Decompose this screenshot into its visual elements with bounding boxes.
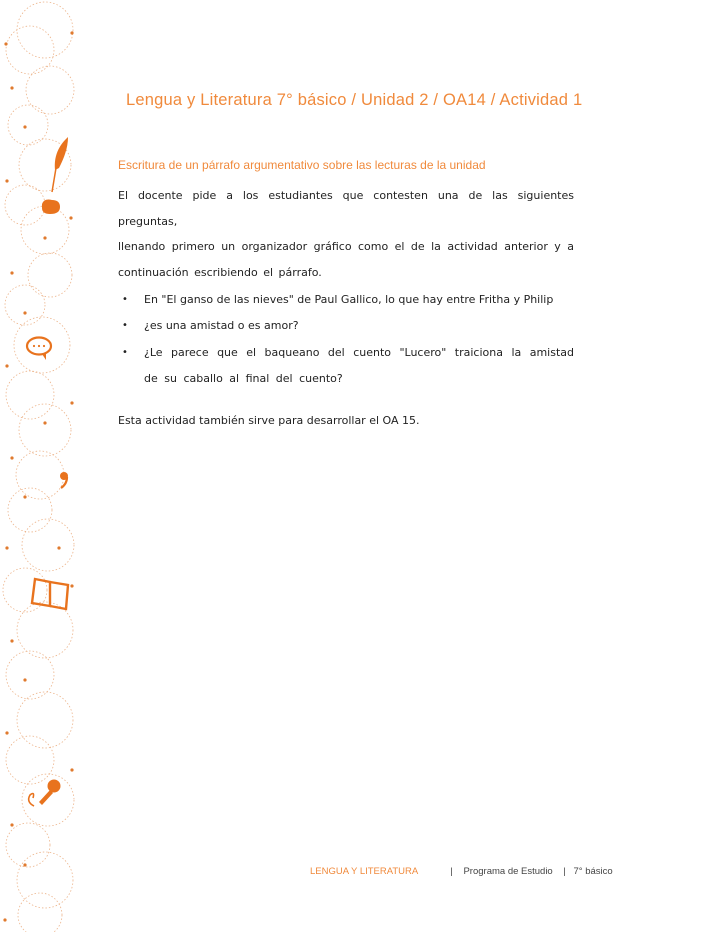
intro-paragraph — [118, 183, 574, 285]
intro-line-2: llenando primero un organizador gráfico como el de la actividad anterior y a — [118, 240, 574, 253]
intro-line-3: continuación escribiendo el párrafo. — [118, 265, 322, 279]
bullet-icon: • — [122, 294, 128, 305]
open-book-icon — [32, 579, 68, 609]
footer-separator: | — [563, 866, 566, 877]
question-text: En "El ganso de las nieves" de Paul Gallico, lo que hay entre Fritha y Philip — [144, 293, 554, 306]
activity-content — [118, 183, 574, 431]
questions-list — [118, 287, 574, 391]
question-text: ¿es una amistad o es amor? — [144, 318, 299, 332]
bullet-icon: • — [122, 319, 128, 331]
list-item — [118, 287, 574, 313]
microphone-icon — [29, 780, 61, 807]
note-paragraph: Esta actividad también sirve para desarrollar el OA 15. — [118, 414, 420, 427]
bullet-icon: • — [122, 347, 128, 358]
speech-bubble-icon — [27, 338, 51, 361]
list-item — [118, 313, 574, 339]
footer-subject: LENGUA Y LITERATURA — [310, 866, 418, 877]
feather-quill-icon — [52, 137, 68, 192]
footer-separator: | — [450, 866, 453, 877]
decorative-left-border — [0, 0, 80, 932]
page-footer — [310, 866, 613, 877]
footer-program: Programa de Estudio — [463, 866, 553, 877]
intro-line-1: El docente pide a los estudiantes que contesten una de las siguientes preguntas, — [118, 189, 574, 228]
page-title: Lengua y Literatura 7° básico / Unidad 2 / OA14 / Actividad 1 — [126, 91, 583, 109]
inkwell-icon — [42, 200, 60, 215]
section-title: Escritura de un párrafo argumentativo sobre las lecturas de la unidad — [118, 158, 486, 172]
list-item — [118, 340, 574, 391]
question-text: ¿Le parece que el baqueano del cuento "Lucero" traiciona la amistad de su caballo al final del cuento? — [144, 346, 574, 385]
footer-grade: 7° básico — [573, 866, 613, 877]
